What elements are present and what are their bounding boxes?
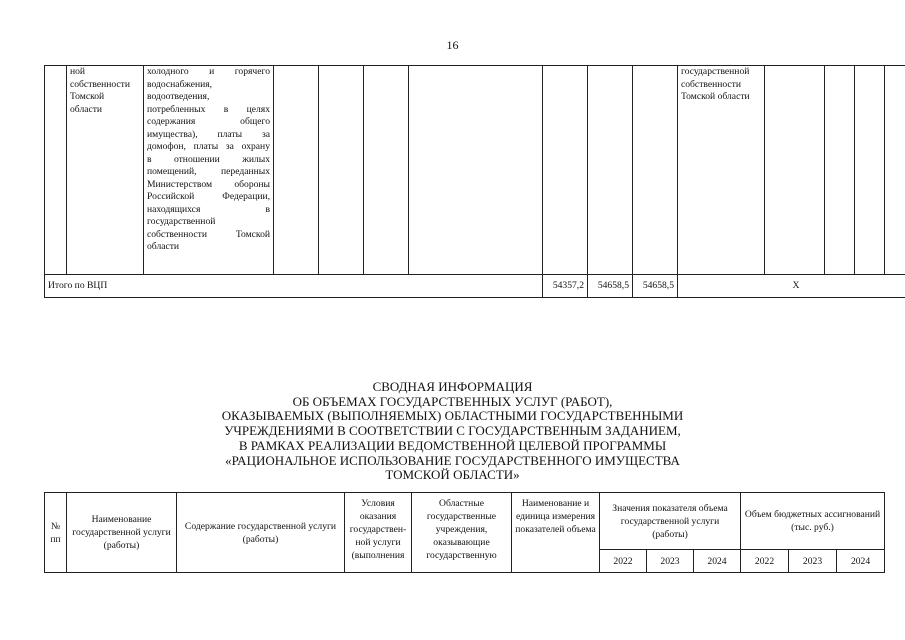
year-cell: 2022 xyxy=(600,550,647,573)
continuation-table xyxy=(44,65,905,298)
empty-cell xyxy=(765,66,825,275)
executor-line: собственности xyxy=(681,78,742,90)
executor-cell xyxy=(678,66,765,275)
total-label: Итого по ВЦП xyxy=(45,275,543,298)
description-line: холодного и горячего xyxy=(147,66,270,77)
executor-line: Томской области xyxy=(681,91,750,102)
page-number: 16 xyxy=(446,38,459,52)
empty-cell xyxy=(274,66,319,275)
total-value-2023: 54658,5 xyxy=(588,275,633,298)
total-value-2022: 54357,2 xyxy=(543,275,588,298)
description-line: водоснабжения, xyxy=(147,78,213,90)
total-mark: X xyxy=(678,275,905,298)
title-line: СВОДНАЯ ИНФОРМАЦИЯ xyxy=(372,379,533,394)
executor-line: государственной xyxy=(681,66,750,77)
description-line: государственной xyxy=(147,216,216,227)
title-line: УЧРЕЖДЕНИЯМИ В СООТВЕТСТВИИ С ГОСУДАРСТВЕННЫМ ЗАДАНИЕМ, xyxy=(224,423,681,439)
header-budget-group: Объем бюджетных ассигнований (тыс. руб.) xyxy=(741,493,885,550)
description-line: собственности Томской xyxy=(147,228,270,240)
customer-cell xyxy=(67,66,144,275)
header-values-group: Значения показателя объема государственной услуги (работы) xyxy=(600,493,741,550)
title-line: ТОМСКОЙ ОБЛАСТИ» xyxy=(385,467,520,483)
title-line: ОКАЗЫВАЕМЫХ (ВЫПОЛНЯЕМЫХ) ОБЛАСТНЫМИ ГОСУДАРСТВЕННЫМИ xyxy=(221,408,684,424)
total-row xyxy=(45,275,905,298)
year-cell: 2023 xyxy=(647,550,694,573)
header-conditions xyxy=(345,493,412,573)
description-line: имущества), платы за xyxy=(147,128,270,140)
description-line: Министерством обороны xyxy=(147,178,270,190)
empty-cell xyxy=(825,66,855,275)
year-cell: 2023 xyxy=(789,550,837,573)
empty-cell xyxy=(319,66,364,275)
empty-cell xyxy=(543,66,588,275)
header-indicator-text: Наименование и единица измерения показателей объема xyxy=(515,497,596,535)
table-row xyxy=(45,66,905,275)
year-cell: 2024 xyxy=(837,550,885,573)
header-indicator xyxy=(512,493,600,573)
empty-cell xyxy=(409,66,543,275)
empty-cell xyxy=(588,66,633,275)
customer-line: ной xyxy=(70,66,86,77)
description-line: находящихся в xyxy=(147,203,270,215)
customer-line: области xyxy=(70,103,103,115)
description-cell xyxy=(144,66,274,275)
header-institutions xyxy=(412,493,512,573)
description-line: области xyxy=(147,241,180,252)
title-line: ОБ ОБЪЕМАХ ГОСУДАРСТВЕННЫХ УСЛУГ (РАБОТ), xyxy=(292,393,613,409)
description-line: содержания общего xyxy=(147,116,270,127)
header-num: № пп xyxy=(45,493,67,573)
title-line: «РАЦИОНАЛЬНОЕ ИСПОЛЬЗОВАНИЕ ГОСУДАРСТВЕННОГО ИМУЩЕСТВА xyxy=(225,452,680,468)
description-line: домофон, платы за охрану xyxy=(147,141,270,152)
description-line: потребленных в целях xyxy=(147,103,270,115)
description-line: помещений, переданных xyxy=(147,166,270,177)
header-row xyxy=(45,493,885,550)
section-title xyxy=(0,380,905,483)
header-conditions-text: Условия оказания государствен-ной услуги (выполнения xyxy=(349,497,407,561)
description-line: водоотведения, xyxy=(147,91,210,102)
empty-cell xyxy=(855,66,885,275)
year-cell: 2022 xyxy=(741,550,789,573)
empty-cell xyxy=(364,66,409,275)
header-institutions-text: Областные государственные учреждения, оказывающие государственную xyxy=(426,497,497,561)
services-table xyxy=(44,492,885,573)
customer-line: Томской xyxy=(70,91,105,102)
description-line: Российской Федерации, xyxy=(147,191,270,202)
header-service-name: Наименование государственной услуги (работы) xyxy=(67,493,177,573)
customer-line: собственности xyxy=(70,78,131,90)
description-line: в отношении жилых xyxy=(147,153,270,165)
title-line: В РАМКАХ РЕАЛИЗАЦИИ ВЕДОМСТВЕННОЙ ЦЕЛЕВОЙ ПРОГРАММЫ xyxy=(238,437,667,453)
row-number-cell xyxy=(45,66,67,275)
empty-cell xyxy=(633,66,678,275)
total-value-2024: 54658,5 xyxy=(633,275,678,298)
empty-cell xyxy=(885,66,905,275)
year-cell: 2024 xyxy=(694,550,741,573)
header-service-content: Содержание государственной услуги (работы) xyxy=(177,493,345,573)
